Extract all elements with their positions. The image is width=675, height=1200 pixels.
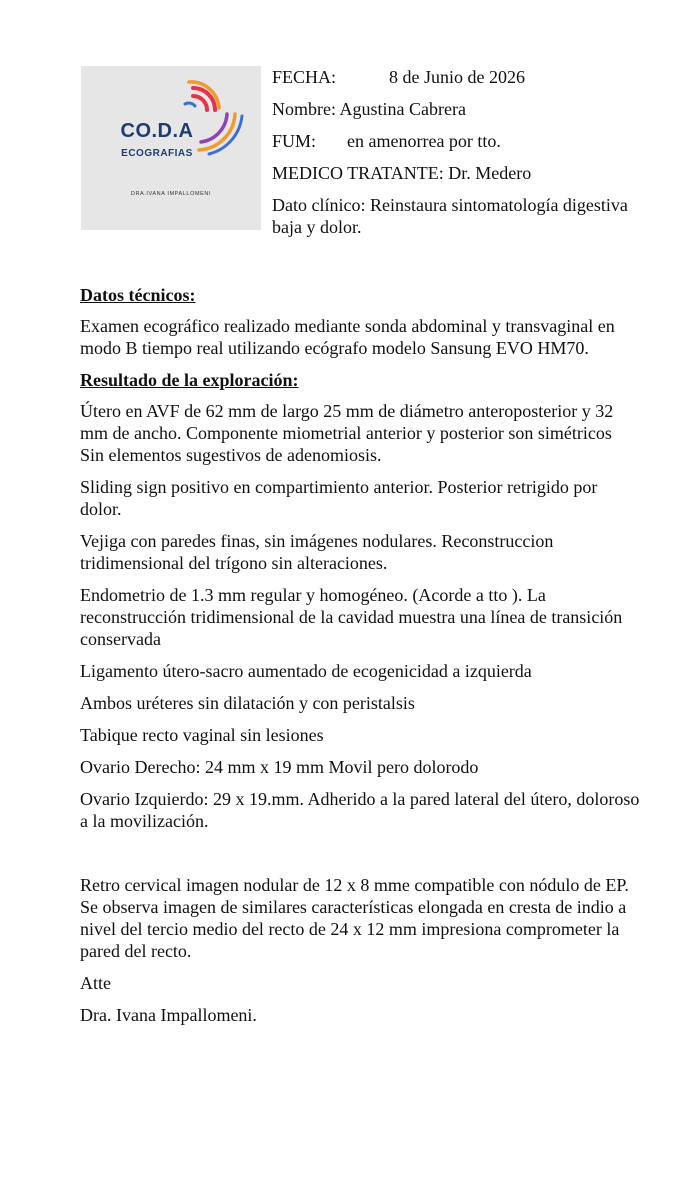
logo-subtitle: ECOGRAFIAS <box>121 148 193 159</box>
results-title: Resultado de la exploración: <box>80 370 299 390</box>
date-value: 8 de Junio de 2026 <box>389 67 525 87</box>
closing-text: Atte <box>80 973 111 993</box>
result-paragraph: Endometrio de 1.3 mm regular y homogéneo. (Acorde a tto ). La reconstrucción tridimensional de la cavidad muestra una línea de transición conservada <box>80 585 623 649</box>
result-paragraph: Tabique recto vaginal sin lesiones <box>80 725 324 745</box>
result-paragraph: Útero en AVF de 62 mm de largo 25 mm de diámetro anteroposterior y 32 mm de ancho. Componente miometrial anterior y posterior son simétricos Sin elementos sugestivos de adenomiosis. <box>80 401 614 465</box>
treating-doctor: MEDICO TRATANTE: Dr. Medero <box>272 163 532 183</box>
conclusion-text: Retro cervical imagen nodular de 12 x 8 mme compatible con nódulo de EP. Se observa imagen de similares características elongada en cresta de indio a nivel del tercio medio del recto de 24 x 12 mm impresiona comprometer la pared del recto. <box>80 875 629 961</box>
clinical-data: Dato clínico: Reinstaura sintomatología digestiva baja y dolor. <box>272 195 628 237</box>
date-line <box>272 66 652 88</box>
spacer <box>80 842 640 874</box>
patient-name: Nombre: Agustina Cabrera <box>272 99 466 119</box>
clinic-logo <box>81 66 261 230</box>
fum-line <box>272 130 652 152</box>
signature: Dra. Ivana Impallomeni. <box>80 1005 257 1025</box>
report-header <box>272 66 652 248</box>
result-paragraph: Ovario Izquierdo: 29 x 19.mm. Adherido a la pared lateral del útero, doloroso a la movilización. <box>80 789 640 831</box>
technical-data-text: Examen ecográfico realizado mediante sonda abdominal y transvaginal en modo B tiempo real utilizando ecógrafo modelo Sansung EVO HM70. <box>80 316 615 358</box>
result-paragraph: Ambos uréteres sin dilatación y con peristalsis <box>80 693 415 713</box>
result-paragraph: Ovario Derecho: 24 mm x 19 mm Movil pero dolorodo <box>80 757 479 777</box>
date-label: FECHA: <box>272 67 337 87</box>
logo-doctor: DRA.IVANA IMPALLOMENI <box>130 191 212 197</box>
report-body <box>80 284 640 1036</box>
technical-data-title: Datos técnicos: <box>80 285 196 305</box>
result-paragraph: Sliding sign positivo en compartimiento anterior. Posterior retrigido por dolor. <box>80 477 598 519</box>
fum-value: en amenorrea por tto. <box>347 131 501 151</box>
fum-label: FUM: <box>272 131 317 151</box>
result-paragraph: Vejiga con paredes finas, sin imágenes nodulares. Reconstruccion tridimensional del trígono sin alteraciones. <box>80 531 554 573</box>
result-paragraph: Ligamento útero-sacro aumentado de ecogenicidad a izquierda <box>80 661 532 681</box>
logo-brand: CO.D.A <box>120 120 194 142</box>
